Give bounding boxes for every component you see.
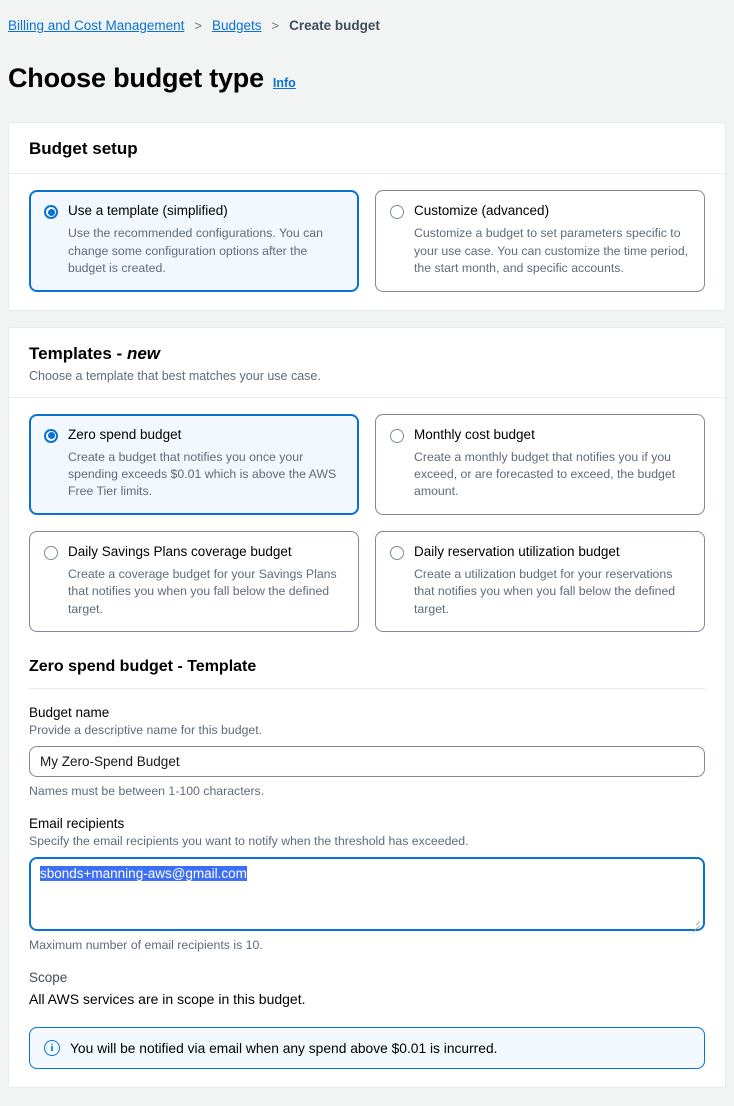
templates-title [29, 344, 705, 364]
budget-setup-option-customize-label: Customize (advanced) [414, 203, 550, 219]
scope-label: Scope [29, 970, 68, 986]
budget-setup-body [9, 174, 725, 309]
breadcrumb-item-budgets[interactable]: Budgets [211, 18, 262, 33]
radio-icon[interactable] [44, 546, 58, 560]
template-options [29, 414, 705, 633]
divider [29, 688, 705, 689]
templates-title-new-badge: new [126, 343, 160, 363]
radio-icon[interactable] [390, 429, 404, 443]
breadcrumb [0, 0, 734, 33]
email-recipients-input[interactable] [29, 857, 705, 931]
radio-icon[interactable] [390, 546, 404, 560]
template-option-reservation-utilization-description: Create a utilization budget for your reservations that notifies you when you fall below the defined target. [414, 566, 676, 616]
info-icon: i [44, 1040, 60, 1056]
email-recipients-description: Specify the email recipients you want to notify when the threshold has exceeded. [29, 834, 469, 849]
breadcrumb-separator-icon: > [271, 18, 280, 33]
breadcrumb-separator-icon: > [194, 18, 202, 33]
budget-name-description: Provide a descriptive name for this budget. [29, 723, 263, 738]
template-option-savings-plans-coverage[interactable] [29, 531, 359, 632]
email-recipients-label: Email recipients [29, 816, 125, 832]
info-alert-text: You will be notified via email when any spend above $0.01 is incurred. [70, 1040, 498, 1056]
scope-field-group [29, 970, 705, 1007]
radio-icon[interactable] [390, 205, 404, 219]
budget-setup-container [8, 122, 726, 310]
resize-handle-icon[interactable] [691, 917, 700, 926]
page-title: Choose budget type [8, 63, 264, 94]
template-option-savings-plans-coverage-label: Daily Savings Plans coverage budget [68, 543, 292, 559]
info-alert [29, 1027, 705, 1069]
breadcrumb-item-billing[interactable]: Billing and Cost Management [8, 18, 185, 33]
template-option-monthly-cost-label: Monthly cost budget [414, 426, 535, 442]
budget-setup-title: Budget setup [29, 139, 138, 159]
template-option-zero-spend[interactable] [29, 414, 359, 515]
info-link[interactable]: Info [272, 76, 296, 91]
template-option-zero-spend-description: Create a budget that notifies you once your spending exceeds $0.01 which is above the AWS Free Tier limits. [68, 449, 337, 499]
email-recipients-field-group [29, 816, 705, 952]
budget-setup-option-template-label: Use a template (simplified) [68, 203, 228, 219]
budget-name-input[interactable] [29, 746, 705, 777]
template-option-reservation-utilization[interactable] [375, 531, 705, 632]
scope-value: All AWS services are in scope in this budget. [29, 991, 306, 1008]
template-option-savings-plans-coverage-description: Create a coverage budget for your Savings Plans that notifies you when you fall below the defined target. [68, 566, 337, 616]
page-header [0, 33, 734, 122]
budget-setup-option-template-description: Use the recommended configurations. You can change some configuration options after the budget is created. [68, 226, 323, 276]
template-option-monthly-cost-description: Create a monthly budget that notifies you if you exceed, or are forecasted to exceed, the budget amount. [414, 449, 676, 499]
templates-header [9, 328, 725, 398]
email-recipients-value: sbonds+manning-aws@gmail.com [40, 866, 247, 882]
templates-container [8, 327, 726, 1089]
template-option-zero-spend-label: Zero spend budget [68, 426, 182, 442]
budget-name-constraint: Names must be between 1-100 characters. [29, 784, 265, 799]
budget-setup-option-customize-description: Customize a budget to set parameters specific to your use case. You can customize the time period, the start month, and specific accounts. [414, 226, 689, 276]
radio-icon[interactable] [44, 205, 58, 219]
breadcrumb-item-create-budget: Create budget [289, 18, 380, 33]
budget-name-field-group [29, 705, 705, 798]
email-recipients-constraint: Maximum number of email recipients is 10. [29, 938, 263, 953]
budget-setup-options [29, 190, 705, 291]
templates-description: Choose a template that best matches your use case. [29, 368, 321, 383]
templates-body [9, 398, 725, 1088]
radio-icon[interactable] [44, 429, 58, 443]
template-option-reservation-utilization-label: Daily reservation utilization budget [414, 543, 620, 559]
templates-title-main: Templates - [29, 343, 127, 363]
budget-name-label: Budget name [29, 705, 110, 721]
budget-setup-option-customize[interactable] [375, 190, 705, 291]
template-option-monthly-cost[interactable] [375, 414, 705, 515]
template-form-title: Zero spend budget - Template [29, 658, 257, 676]
budget-setup-option-template[interactable] [29, 190, 359, 291]
budget-setup-header [9, 123, 725, 174]
